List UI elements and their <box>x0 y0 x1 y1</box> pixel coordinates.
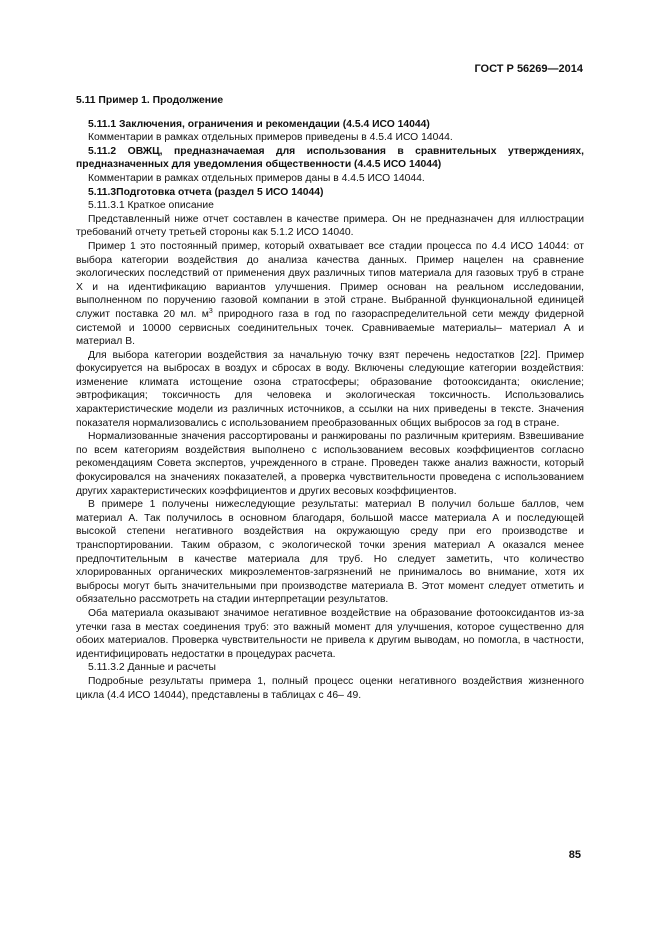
paragraph-4: Нормализованные значения рассортированы и ранжированы по различным критериям. Взвешивание по всем категориям воздействия выполнено с использованием весовых коэффициентов согласно рекомендациям Совета экспертов, учрежденного в стране. Проведен также анализ важности, который фокусировался на значениях показателей, а проверка чувствительности проведена с использованием других характеристических коэффициентов и других весовых коэффициентов. <box>76 431 584 497</box>
page-content <box>76 94 584 702</box>
subsection-2-title: 5.11.2 ОВЖЦ, предназначаемая для использования в сравнительных утверждениях, предназначенных для уведомления общественности (4.4.5 ИСО 14044) <box>76 145 584 171</box>
paragraph-3: Для выбора категории воздействия за начальную точку взят перечень недостатков [22]. Пример фокусируется на выбросах в воздух и сбросах в воду. Включены следующие категории воздействия: изменение климата истощение озона стратосферы; образование фотооксиданта; окисление; эвтрофикация; токсичность для человека и экологическая токсичность. Использовались характеристические модели из различных источников, а ссылки на них приведены в тексте. Значения показателя нормализовались с использованием преобразованных общих выбросов за год в стране. <box>76 349 584 429</box>
section-title: 5.11 Пример 1. Продолжение <box>76 95 224 106</box>
page-number: 85 <box>568 849 581 861</box>
subsection-1-title: 5.11.1 Заключения, ограничения и рекомендации (4.5.4 ИСО 14044) <box>88 118 430 130</box>
paragraph-5: В примере 1 получены нижеследующие результаты: материал В получил больше баллов, чем материал А. Так получилось в основном благодаря, большой массе материала А и последующей высокой степени негативного воздействия на окружающую среду при его производстве и транспортировании. Таким образом, с экологической точки зрения материал А оказался менее предпочтительным в качестве материала для труб. Но следует заметить, что количество хлорированных органических микроэлементов-загрязнений не принималось во внимание, хотя их выбросы могут быть значительными при производстве материала В. Этот момент следует отметить и обязательно рассмотреть на стадии интерпретации результатов. <box>76 499 584 606</box>
paragraph-2 <box>76 240 584 349</box>
subsection-1-text: Комментарии в рамках отдельных примеров приведены в 4.5.4 ИСО 14044. <box>88 132 453 144</box>
document-code: ГОСТ Р 56269—2014 <box>474 63 583 75</box>
item-2-title: 5.11.3.2 Данные и расчеты <box>88 662 216 674</box>
paragraph-6: Оба материала оказывают значимое негативное воздействие на образование фотооксидантов из-за утечки газа в местах соединения труб: это важный момент для улучшения, которое существенно для обоих материалов. Проверка чувствительности не привела к другим выводам, но помогла, в частности, идентифицировать недостатки в процедурах расчета. <box>76 607 584 660</box>
item-1-title: 5.11.3.1 Краткое описание <box>88 200 214 212</box>
paragraph-7: Подробные результаты примера 1, полный процесс оценки негативного воздействия жизненного цикла (4.4 ИСО 14044), представлены в таблицах с 46– 49. <box>76 675 584 701</box>
subsection-3-title: 5.11.3Подготовка отчета (раздел 5 ИСО 14044) <box>88 186 324 198</box>
superscript-cube: 3 <box>208 307 213 315</box>
paragraph-2-part-b: природного газа в год по газораспределительной сети между фидерной системой и 10000 сервисных соединительных точек. Сравниваемые материалы– материал А и материал В. <box>76 308 584 348</box>
paragraph-1: Представленный ниже отчет составлен в качестве примера. Он не предназначен для иллюстрации требований отчету третьей стороны как 5.1.2 ИСО 14040. <box>76 213 584 239</box>
subsection-2-text: Комментарии в рамках отдельных примеров даны в 4.4.5 ИСО 14044. <box>88 172 425 184</box>
paragraph-2-part-a: Пример 1 это постоянный пример, который охватывает все стадии процесса по 4.4 ИСО 14044: от выбора категории воздействия до анализа качества данных. Пример нацелен на сравнение экологических последствий от применения двух различных типов материала для газовых труб в стране X и на идентификацию вариантов улучшения. Пример основан на реальном исследовании, выполненном по поручению газовой компании в этой стране. Выбранной функциональной единицей служит поставка 20 мл. м <box>76 240 584 320</box>
